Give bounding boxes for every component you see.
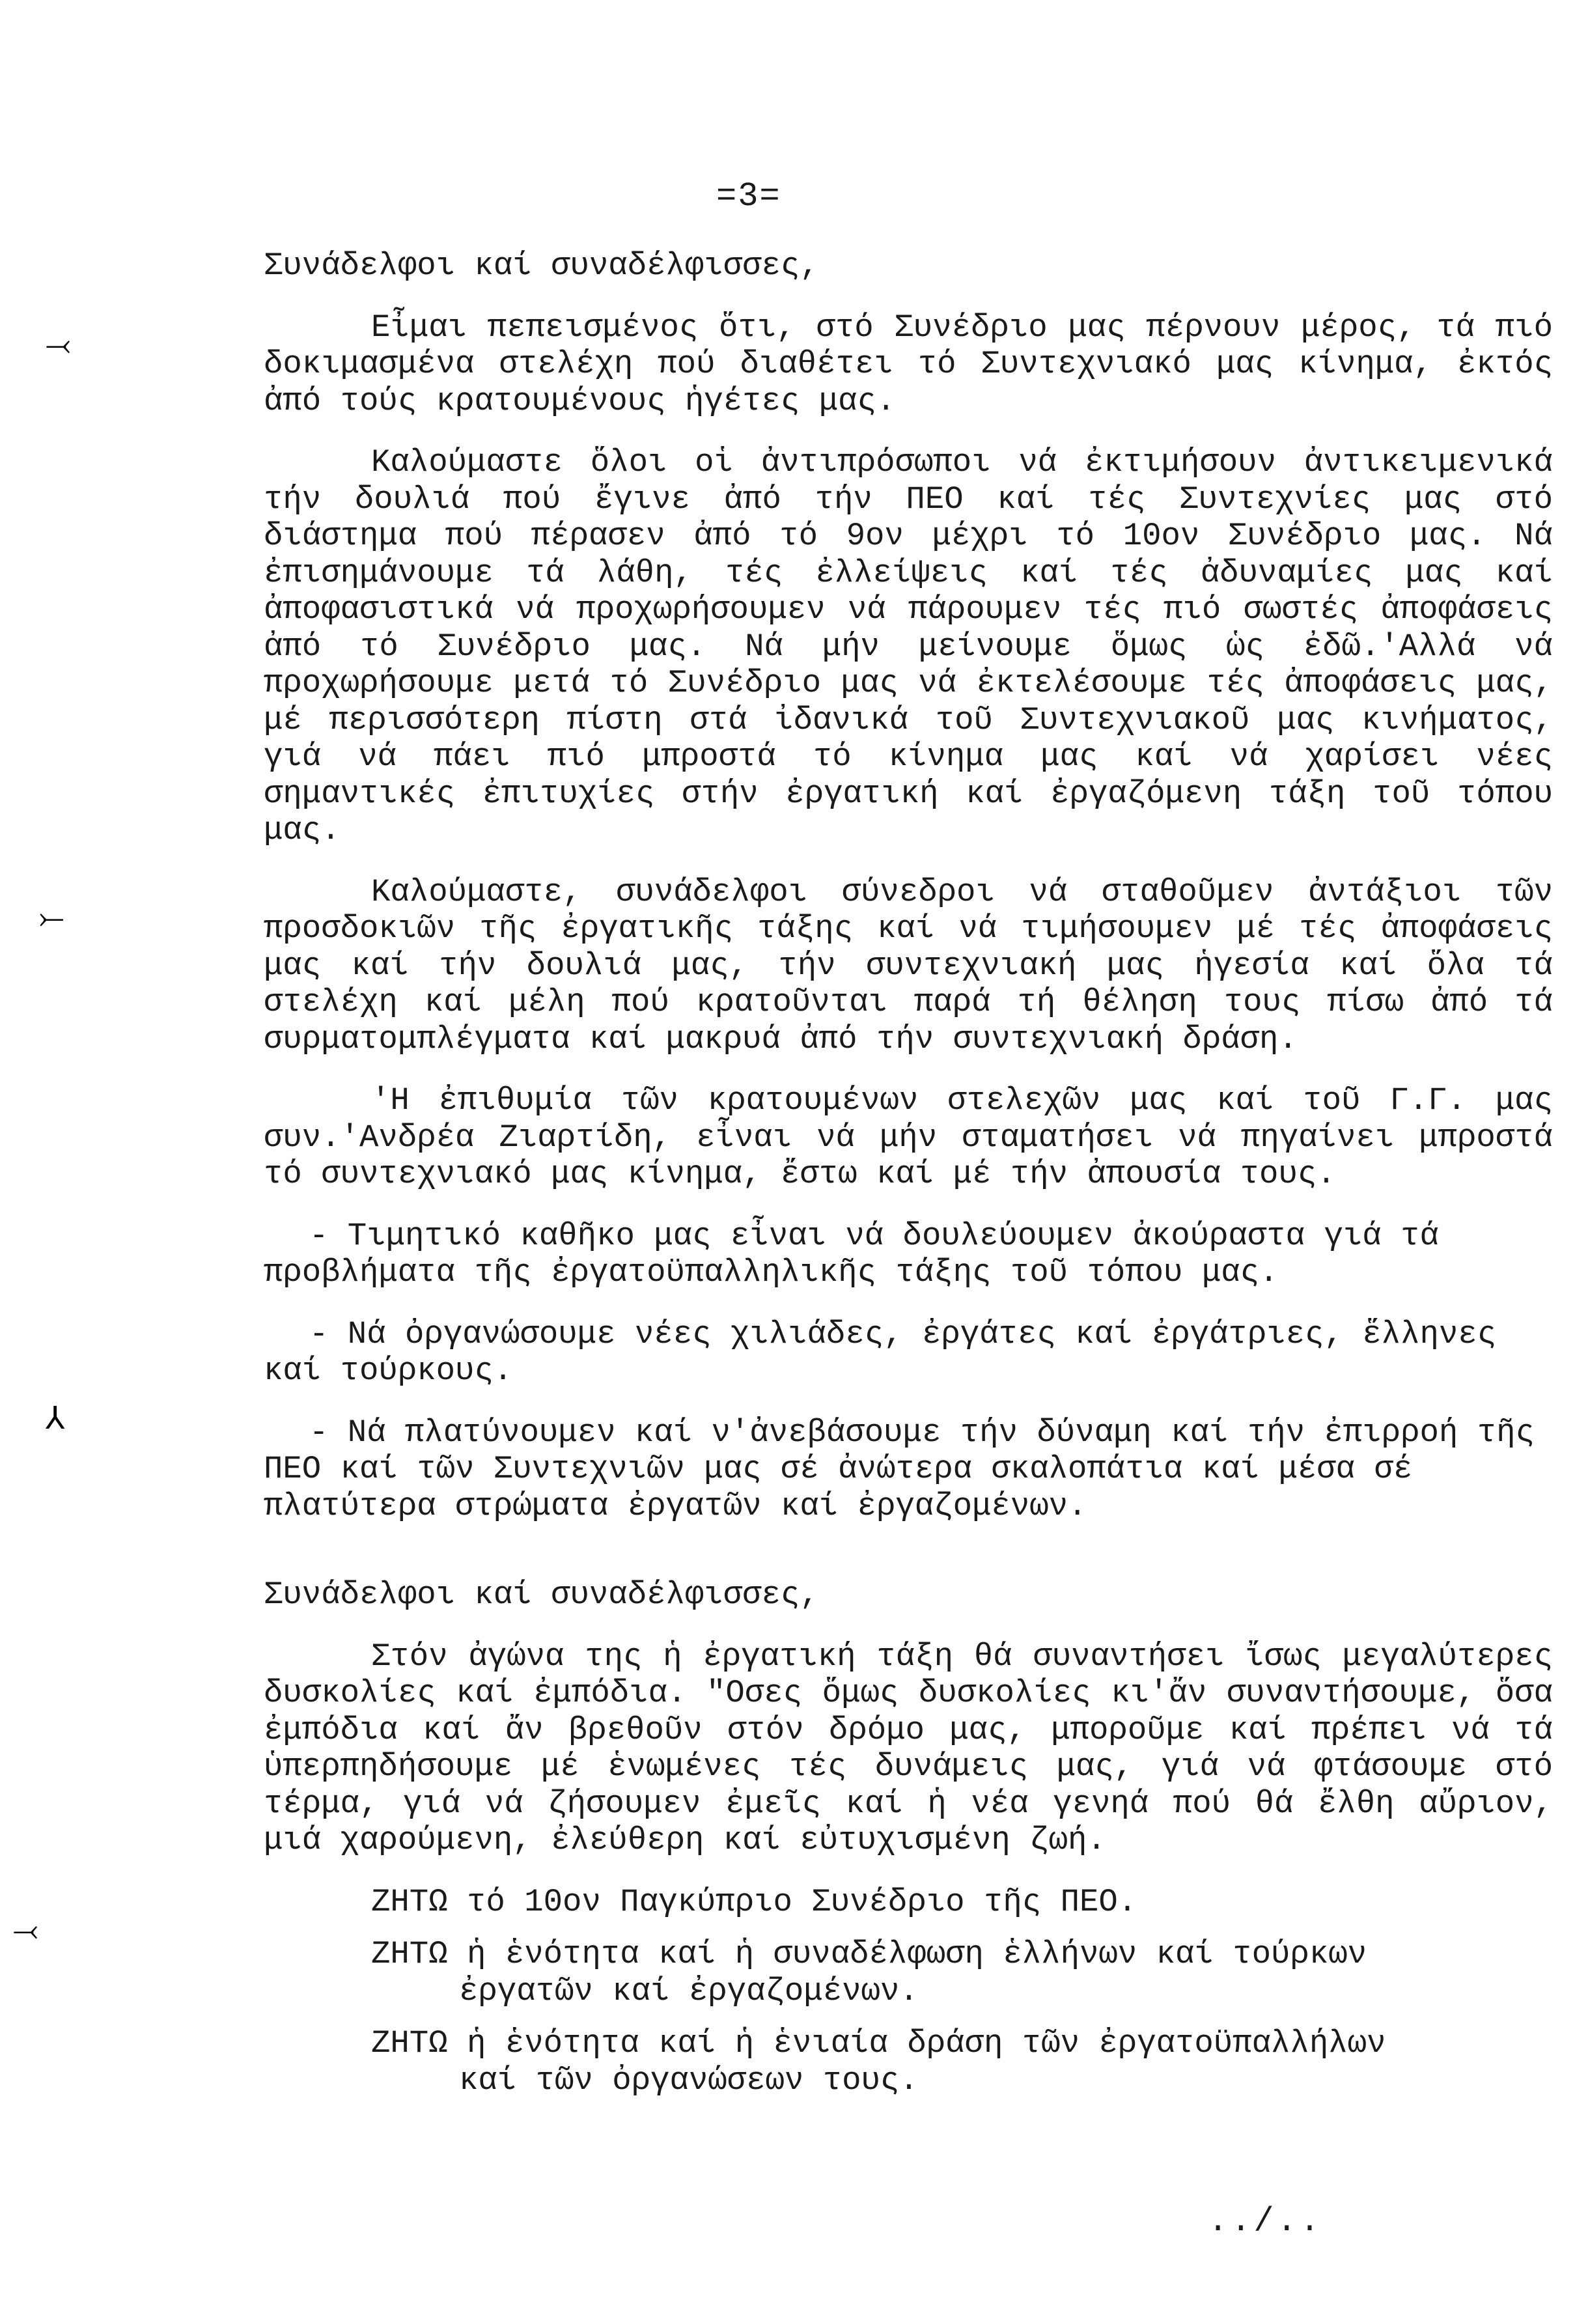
- paragraph-2: Καλούμαστε ὅλοι οἱ ἀντιπρόσωποι νά ἐκτιμήσουν ἀντικειμενικά τήν δουλιά πού ἔγινε ἀπό τήν ΠΕΟ καί τές Συντεχνίες μας στό διάστημα πού πέρασεν ἀπό τό 9ον μέχρι τό 10ον Συνέδριο μας. Νά ἐπισημάνουμε τά λάθη, τές ἐλλείψεις καί τές ἀδυναμίες μας καί ἀποφασιστικά νά προχωρήσουμεν νά πάρουμεν τές πιό σωστές ἀποφάσεις ἀπό τό Συνέδριο μας. Νά μήν μείνουμε ὅμως ὡς ἐδῶ.'Αλλά νά προχωρήσουμε μετά τό Συνέδριο μας νά ἐκτελέσουμε τές ἀποφάσεις μας, μέ περισσότερη πίστη στά ἰδανικά τοῦ Συντεχνιακοῦ μας κινήματος, γιά νά πάει πιό μπροστά τό κίνημα μας καί νά χαρίσει νέες σημαντικές ἐπιτυχίες στήν ἐργατική καί ἐργαζόμενη τάξη τοῦ τόπου μας.: [264, 444, 1553, 848]
- paragraph-4: 'Η ἐπιθυμία τῶν κρατουμένων στελεχῶν μας καί τοῦ Γ.Γ. μας συν.'Ανδρέα Ζιαρτίδη, εἶναι νά μήν σταματήσει νά πηγαίνει μπροστά τό συντεχνιακό μας κίνημα, ἔστω καί μέ τήν ἀπουσία τους.: [264, 1082, 1553, 1192]
- dash-item-2: - Νά ὀργανώσουμε νέες χιλιάδες, ἐργάτες καί ἐργάτριες, ἕλληνες καί τούρκους.: [264, 1315, 1497, 1389]
- paragraph-3: Καλούμαστε, συνάδελφοι σύνεδροι νά σταθοῦμεν ἀντάξιοι τῶν προσδοκιῶν τῆς ἐργατικῆς τάξης καί νά τιμήσουμεν μέ τές ἀποφάσεις μας καί τήν δουλιά μας, τήν συντεχνιακή μας ἡγεσία καί ὅλα τά στελέχη καί μέλη πού κρατοῦνται παρά τή θέληση τους πίσω ἀπό τά συρματομπλέγματα καί μακρυά ἀπό τήν συντεχνιακή δράση.: [264, 873, 1553, 1057]
- slogan-2-head: ΖΗΤΩ ἡ ἑνότητα καί ἡ συναδέλφωση ἑλλήνων καί τούρκων: [371, 1936, 1367, 1972]
- slogan-1-head: ΖΗΤΩ τό 10ον Παγκύπριο Συνέδριο τῆς ΠΕΟ.: [371, 1883, 1137, 1920]
- margin-mark-icon: ⤚: [39, 903, 64, 938]
- margin-mark-icon: ⤙: [46, 329, 71, 365]
- letter-body: [264, 247, 1553, 2114]
- paragraph-1: Εἶμαι πεπεισμένος ὅτι, στό Συνέδριο μας πέρνουν μέρος, τά πιό δοκιμασμένα στελέχη πού διαθέτει τό Συντεχνιακό μας κίνημα, ἐκτός ἀπό τούς κρατουμένους ἡγέτες μας.: [264, 309, 1553, 419]
- slogan-2-continuation: ἐργατῶν καί ἐργαζομένων.: [459, 1972, 919, 2009]
- greeting-closing: Συνάδελφοι καί συναδέλφισσες,: [264, 1576, 819, 1613]
- slogan-3-head: ΖΗΤΩ ἡ ἑνότητα καί ἡ ἑνιαία δράση τῶν ἐργατοϋπαλλήλων: [371, 2025, 1386, 2062]
- continuation-mark: ../..: [1208, 2202, 1323, 2241]
- greeting-opening: Συνάδελφοι καί συναδέλφισσες,: [264, 247, 819, 284]
- dash-item-3: - Νά πλατύνουμεν καί ν'ἀνεβάσουμε τήν δύναμη καί τήν ἐπιρροή τῆς ΠΕΟ καί τῶν Συντεχνιῶν μας σέ ἀνώτερα σκαλοπάτια καί μέσα σέ πλατύτερα στρώματα ἐργατῶν καί ἐργαζομένων.: [264, 1414, 1535, 1524]
- slogan-2: [371, 1936, 1553, 2009]
- slogan-1: [371, 1884, 1553, 1921]
- margin-mark-icon: ⤙: [13, 1915, 38, 1950]
- page-number: =3=: [716, 177, 781, 216]
- closing-paragraph: Στόν ἀγώνα της ἡ ἐργατική τάξη θά συναντήσει ἴσως μεγαλύτερες δυσκολίες καί ἐμπόδια. "Οσες ὅμως δυσκολίες κι'ἄν συναντήσουμε, ὅσα ἐμπόδια καί ἄν βρεθοῦν στόν δρόμο μας, μποροῦμε καί πρέπει νά τά ὑπερπηδήσουμε μέ ἑνωμένες τές δυνάμεις μας, γιά νά φτάσουμε στό τέρμα, γιά νά ζήσουμεν ἐμεῖς καί ἡ νέα γενηά πού θά ἔλθη αὔριον, μιά χαρούμενη, ἐλεύθερη καί εὐτυχισμένη ζωή.: [264, 1638, 1553, 1858]
- slogan-3-continuation: καί τῶν ὀργανώσεων τους.: [459, 2062, 919, 2099]
- dash-item-1: - Τιμητικό καθῆκο μας εἶναι νά δουλεύουμεν ἀκούραστα γιά τά προβλήματα τῆς ἐργατοϋπαλληλικῆς τάξης τοῦ τόπου μας.: [264, 1217, 1439, 1291]
- margin-mark-icon: ⅄: [46, 1403, 65, 1438]
- slogan-3: [371, 2025, 1553, 2099]
